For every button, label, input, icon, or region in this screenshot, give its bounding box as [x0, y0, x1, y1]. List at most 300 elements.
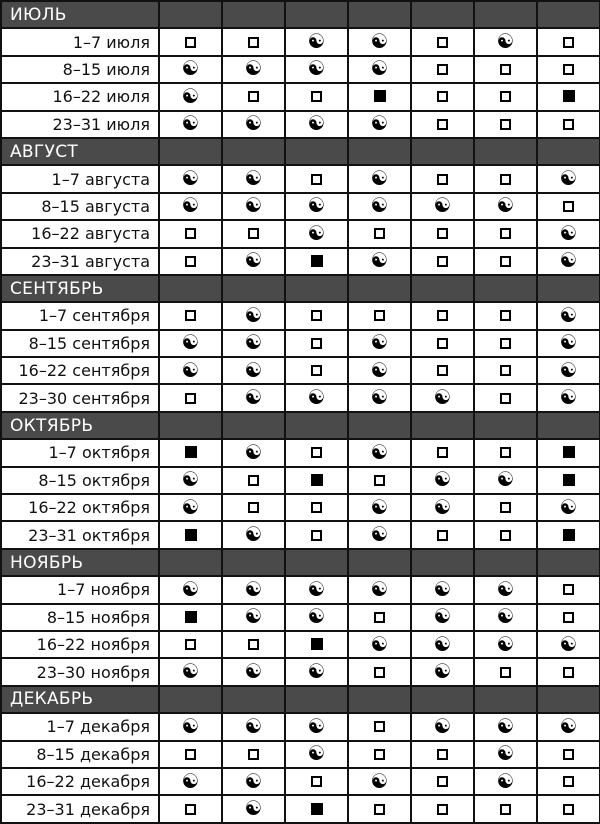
table-cell — [348, 330, 411, 357]
empty-square-icon — [437, 365, 448, 376]
table-cell — [285, 248, 348, 275]
yin-yang-icon: ☯ — [244, 330, 263, 355]
table-cell — [537, 165, 600, 192]
table-cell — [474, 604, 537, 631]
table-cell — [222, 467, 285, 494]
table-row — [1, 83, 600, 110]
empty-square-icon — [437, 228, 448, 239]
empty-square-icon — [437, 749, 448, 760]
table-cell — [474, 111, 537, 138]
yin-yang-icon: ☯ — [496, 741, 515, 766]
table-row — [1, 28, 600, 55]
table-cell — [285, 713, 348, 740]
date-range-label: 1–7 декабря — [1, 713, 159, 740]
yin-yang-icon: ☯ — [181, 659, 200, 684]
empty-square-icon — [248, 91, 259, 102]
yin-yang-icon: ☯ — [181, 111, 200, 136]
table-cell — [285, 384, 348, 411]
table-cell — [285, 631, 348, 658]
empty-square-icon — [185, 256, 196, 267]
yin-yang-icon: ☯ — [370, 248, 389, 273]
table-cell — [537, 220, 600, 247]
table-cell — [222, 713, 285, 740]
month-header-row — [1, 412, 600, 439]
table-cell — [537, 768, 600, 795]
table-cell — [222, 111, 285, 138]
date-range-label: 23–30 сентября — [1, 384, 159, 411]
table-cell — [285, 768, 348, 795]
empty-square-icon — [185, 37, 196, 48]
table-cell — [474, 384, 537, 411]
date-range-label: 8–15 декабря — [1, 741, 159, 768]
yin-yang-icon: ☯ — [244, 357, 263, 382]
date-range-label: 16–22 сентября — [1, 357, 159, 384]
yin-yang-icon: ☯ — [433, 193, 452, 218]
empty-square-icon — [437, 256, 448, 267]
table-cell — [474, 741, 537, 768]
table-cell — [222, 384, 285, 411]
yin-yang-icon: ☯ — [307, 220, 326, 245]
table-row — [1, 521, 600, 548]
empty-square-icon — [311, 338, 322, 349]
yin-yang-icon: ☯ — [244, 522, 263, 547]
month-header-cell — [348, 138, 411, 165]
table-cell — [348, 467, 411, 494]
table-cell — [348, 576, 411, 603]
yin-yang-icon: ☯ — [433, 576, 452, 601]
empty-square-icon — [248, 749, 259, 760]
yin-yang-icon: ☯ — [307, 741, 326, 766]
table-cell — [537, 193, 600, 220]
table-cell — [411, 357, 474, 384]
month-header-cell — [159, 686, 222, 713]
empty-square-icon — [563, 776, 574, 787]
month-header-cell — [222, 686, 285, 713]
table-cell — [348, 439, 411, 466]
table-cell — [285, 576, 348, 603]
table-cell — [537, 302, 600, 329]
month-header-cell — [285, 138, 348, 165]
yin-yang-icon: ☯ — [307, 604, 326, 629]
yin-yang-icon: ☯ — [244, 659, 263, 684]
table-cell — [348, 795, 411, 822]
table-cell — [411, 83, 474, 110]
table-cell — [159, 439, 222, 466]
table-cell — [474, 658, 537, 685]
empty-square-icon — [185, 310, 196, 321]
empty-square-icon — [500, 502, 511, 513]
table-cell — [222, 795, 285, 822]
table-cell — [348, 521, 411, 548]
yin-yang-icon: ☯ — [307, 29, 326, 54]
table-cell — [285, 193, 348, 220]
yin-yang-icon: ☯ — [307, 193, 326, 218]
table-cell — [411, 439, 474, 466]
yin-yang-icon: ☯ — [496, 193, 515, 218]
month-header-cell — [537, 275, 600, 302]
yin-yang-icon: ☯ — [370, 56, 389, 81]
yin-yang-icon: ☯ — [559, 713, 578, 738]
table-cell — [474, 768, 537, 795]
month-header-cell — [411, 549, 474, 576]
month-header-row — [1, 686, 600, 713]
empty-square-icon — [185, 639, 196, 650]
month-header-cell — [474, 686, 537, 713]
month-header-row — [1, 549, 600, 576]
month-name: ДЕКАБРЬ — [1, 686, 159, 713]
table-cell — [474, 330, 537, 357]
table-cell — [159, 713, 222, 740]
table-cell — [285, 521, 348, 548]
yin-yang-icon: ☯ — [244, 768, 263, 793]
yin-yang-icon: ☯ — [370, 522, 389, 547]
empty-square-icon — [500, 91, 511, 102]
table-cell — [537, 631, 600, 658]
table-cell — [285, 83, 348, 110]
table-cell — [222, 165, 285, 192]
table-cell — [348, 28, 411, 55]
table-cell — [537, 56, 600, 83]
yin-yang-icon: ☯ — [181, 768, 200, 793]
yin-yang-icon: ☯ — [370, 768, 389, 793]
empty-square-icon — [500, 447, 511, 458]
month-header-cell — [348, 686, 411, 713]
table-cell — [474, 439, 537, 466]
table-cell — [474, 576, 537, 603]
table-row — [1, 604, 600, 631]
empty-square-icon — [185, 749, 196, 760]
date-range-label: 1–7 сентября — [1, 302, 159, 329]
month-header-cell — [537, 1, 600, 28]
filled-square-icon — [185, 529, 197, 541]
month-header-cell — [474, 1, 537, 28]
date-range-label: 23–31 июля — [1, 111, 159, 138]
table-cell — [474, 220, 537, 247]
date-range-label: 16–22 октября — [1, 494, 159, 521]
yin-yang-icon: ☯ — [496, 631, 515, 656]
table-row — [1, 439, 600, 466]
month-name: НОЯБРЬ — [1, 549, 159, 576]
table-cell — [222, 768, 285, 795]
table-cell — [474, 494, 537, 521]
empty-square-icon — [500, 119, 511, 130]
yin-yang-icon: ☯ — [433, 385, 452, 410]
table-cell — [537, 467, 600, 494]
month-header-cell — [474, 412, 537, 439]
date-range-label: 16–22 декабря — [1, 768, 159, 795]
table-cell — [537, 83, 600, 110]
table-row — [1, 302, 600, 329]
table-cell — [474, 248, 537, 275]
date-range-label: 23–30 ноября — [1, 658, 159, 685]
date-range-label: 8–15 августа — [1, 193, 159, 220]
table-cell — [474, 83, 537, 110]
table-cell — [411, 795, 474, 822]
yin-yang-icon: ☯ — [181, 357, 200, 382]
table-row — [1, 220, 600, 247]
table-cell — [285, 658, 348, 685]
empty-square-icon — [374, 228, 385, 239]
table-cell — [222, 56, 285, 83]
empty-square-icon — [500, 365, 511, 376]
empty-square-icon — [437, 37, 448, 48]
month-header-cell — [222, 412, 285, 439]
table-cell — [159, 521, 222, 548]
yin-yang-icon: ☯ — [559, 302, 578, 327]
yin-yang-icon: ☯ — [181, 56, 200, 81]
table-cell — [159, 768, 222, 795]
yin-yang-icon: ☯ — [181, 166, 200, 191]
table-cell — [411, 165, 474, 192]
table-cell — [537, 795, 600, 822]
table-cell — [348, 165, 411, 192]
empty-square-icon — [563, 584, 574, 595]
table-cell — [411, 330, 474, 357]
filled-square-icon — [311, 638, 323, 650]
yin-yang-icon: ☯ — [244, 302, 263, 327]
empty-square-icon — [311, 502, 322, 513]
empty-square-icon — [311, 91, 322, 102]
yin-yang-icon: ☯ — [559, 631, 578, 656]
month-header-cell — [348, 1, 411, 28]
yin-yang-icon: ☯ — [433, 467, 452, 492]
empty-square-icon — [311, 447, 322, 458]
empty-square-icon — [563, 64, 574, 75]
table-cell — [474, 302, 537, 329]
month-header-cell — [285, 1, 348, 28]
empty-square-icon — [185, 804, 196, 815]
table-cell — [537, 248, 600, 275]
table-row — [1, 111, 600, 138]
yin-yang-icon: ☯ — [496, 768, 515, 793]
table-cell — [411, 631, 474, 658]
filled-square-icon — [311, 255, 323, 267]
month-header-cell — [537, 686, 600, 713]
empty-square-icon — [500, 228, 511, 239]
date-range-label: 8–15 сентября — [1, 330, 159, 357]
table-row — [1, 494, 600, 521]
empty-square-icon — [437, 447, 448, 458]
month-header-cell — [411, 412, 474, 439]
table-cell — [159, 604, 222, 631]
date-range-label: 1–7 ноября — [1, 576, 159, 603]
yin-yang-icon: ☯ — [370, 576, 389, 601]
yin-yang-icon: ☯ — [244, 111, 263, 136]
yin-yang-icon: ☯ — [433, 604, 452, 629]
table-cell — [474, 165, 537, 192]
yin-yang-icon: ☯ — [244, 56, 263, 81]
table-cell — [222, 576, 285, 603]
month-header-cell — [411, 138, 474, 165]
empty-square-icon — [437, 119, 448, 130]
yin-yang-icon: ☯ — [433, 713, 452, 738]
month-header-cell — [222, 1, 285, 28]
table-row — [1, 713, 600, 740]
table-cell — [159, 111, 222, 138]
yin-yang-icon: ☯ — [370, 111, 389, 136]
month-name: СЕНТЯБРЬ — [1, 275, 159, 302]
yin-yang-icon: ☯ — [559, 220, 578, 245]
table-cell — [285, 330, 348, 357]
table-cell — [474, 357, 537, 384]
empty-square-icon — [437, 174, 448, 185]
table-cell — [222, 193, 285, 220]
table-cell — [348, 111, 411, 138]
yin-yang-icon: ☯ — [559, 494, 578, 519]
table-cell — [348, 357, 411, 384]
yin-yang-icon: ☯ — [307, 111, 326, 136]
yin-yang-icon: ☯ — [433, 659, 452, 684]
empty-square-icon — [311, 174, 322, 185]
date-range-label: 23–31 октября — [1, 521, 159, 548]
table-cell — [411, 28, 474, 55]
yin-yang-icon: ☯ — [244, 796, 263, 821]
table-cell — [348, 220, 411, 247]
month-header-cell — [474, 275, 537, 302]
table-cell — [537, 713, 600, 740]
table-row — [1, 658, 600, 685]
empty-square-icon — [248, 639, 259, 650]
table-row — [1, 467, 600, 494]
date-range-label: 1–7 августа — [1, 165, 159, 192]
empty-square-icon — [248, 37, 259, 48]
table-cell — [348, 658, 411, 685]
table-cell — [159, 220, 222, 247]
month-header-row — [1, 138, 600, 165]
table-cell — [537, 330, 600, 357]
filled-square-icon — [311, 474, 323, 486]
yin-yang-icon: ☯ — [181, 467, 200, 492]
table-cell — [474, 521, 537, 548]
table-cell — [159, 165, 222, 192]
yin-yang-icon: ☯ — [307, 713, 326, 738]
table-cell — [159, 248, 222, 275]
date-range-label: 1–7 июля — [1, 28, 159, 55]
yin-yang-icon: ☯ — [370, 631, 389, 656]
yin-yang-icon: ☯ — [559, 385, 578, 410]
table-cell — [159, 467, 222, 494]
table-cell — [222, 631, 285, 658]
table-cell — [348, 248, 411, 275]
table-cell — [285, 741, 348, 768]
empty-square-icon — [311, 530, 322, 541]
table-cell — [285, 165, 348, 192]
table-cell — [537, 494, 600, 521]
date-range-label: 8–15 июля — [1, 56, 159, 83]
yin-yang-icon: ☯ — [370, 385, 389, 410]
table-cell — [474, 467, 537, 494]
calendar-body — [1, 1, 600, 823]
filled-square-icon — [374, 90, 386, 102]
table-cell — [285, 28, 348, 55]
yin-yang-icon: ☯ — [244, 166, 263, 191]
yin-yang-icon: ☯ — [244, 576, 263, 601]
table-row — [1, 384, 600, 411]
table-cell — [222, 28, 285, 55]
date-range-label: 16–22 августа — [1, 220, 159, 247]
table-cell — [411, 467, 474, 494]
empty-square-icon — [437, 310, 448, 321]
table-cell — [474, 631, 537, 658]
table-row — [1, 165, 600, 192]
empty-square-icon — [500, 338, 511, 349]
table-cell — [222, 83, 285, 110]
table-cell — [411, 302, 474, 329]
month-header-cell — [411, 686, 474, 713]
table-cell — [537, 439, 600, 466]
yin-yang-icon: ☯ — [370, 29, 389, 54]
table-row — [1, 768, 600, 795]
yin-yang-icon: ☯ — [181, 576, 200, 601]
table-cell — [222, 521, 285, 548]
yin-yang-icon: ☯ — [433, 631, 452, 656]
table-cell — [411, 193, 474, 220]
table-cell — [222, 220, 285, 247]
date-range-label: 23–31 августа — [1, 248, 159, 275]
month-header-cell — [537, 549, 600, 576]
table-cell — [285, 439, 348, 466]
month-header-cell — [159, 138, 222, 165]
empty-square-icon — [185, 393, 196, 404]
date-range-label: 16–22 ноября — [1, 631, 159, 658]
month-header-cell — [411, 1, 474, 28]
yin-yang-icon: ☯ — [559, 248, 578, 273]
table-cell — [348, 713, 411, 740]
table-cell — [222, 248, 285, 275]
table-cell — [159, 330, 222, 357]
table-cell — [537, 111, 600, 138]
table-cell — [159, 576, 222, 603]
empty-square-icon — [563, 119, 574, 130]
yin-yang-icon: ☯ — [244, 248, 263, 273]
date-range-label: 8–15 октября — [1, 467, 159, 494]
yin-yang-icon: ☯ — [496, 604, 515, 629]
empty-square-icon — [248, 502, 259, 513]
filled-square-icon — [185, 446, 197, 458]
table-cell — [159, 795, 222, 822]
filled-square-icon — [185, 611, 197, 623]
empty-square-icon — [374, 475, 385, 486]
empty-square-icon — [311, 365, 322, 376]
filled-square-icon — [311, 803, 323, 815]
table-cell — [285, 494, 348, 521]
month-header-cell — [159, 275, 222, 302]
table-cell — [285, 302, 348, 329]
month-header-cell — [285, 549, 348, 576]
table-cell — [222, 604, 285, 631]
yin-yang-icon: ☯ — [370, 439, 389, 464]
empty-square-icon — [563, 201, 574, 212]
month-header-cell — [159, 549, 222, 576]
table-cell — [411, 111, 474, 138]
date-range-label: 8–15 ноября — [1, 604, 159, 631]
yin-yang-icon: ☯ — [496, 467, 515, 492]
empty-square-icon — [437, 338, 448, 349]
month-header-cell — [222, 275, 285, 302]
empty-square-icon — [374, 667, 385, 678]
month-header-row — [1, 275, 600, 302]
table-cell — [411, 248, 474, 275]
date-range-label: 23–31 декабря — [1, 795, 159, 822]
table-cell — [411, 56, 474, 83]
table-cell — [285, 56, 348, 83]
empty-square-icon — [437, 776, 448, 787]
table-cell — [537, 521, 600, 548]
table-cell — [222, 330, 285, 357]
yin-yang-icon: ☯ — [370, 357, 389, 382]
table-row — [1, 576, 600, 603]
yin-yang-icon: ☯ — [181, 494, 200, 519]
